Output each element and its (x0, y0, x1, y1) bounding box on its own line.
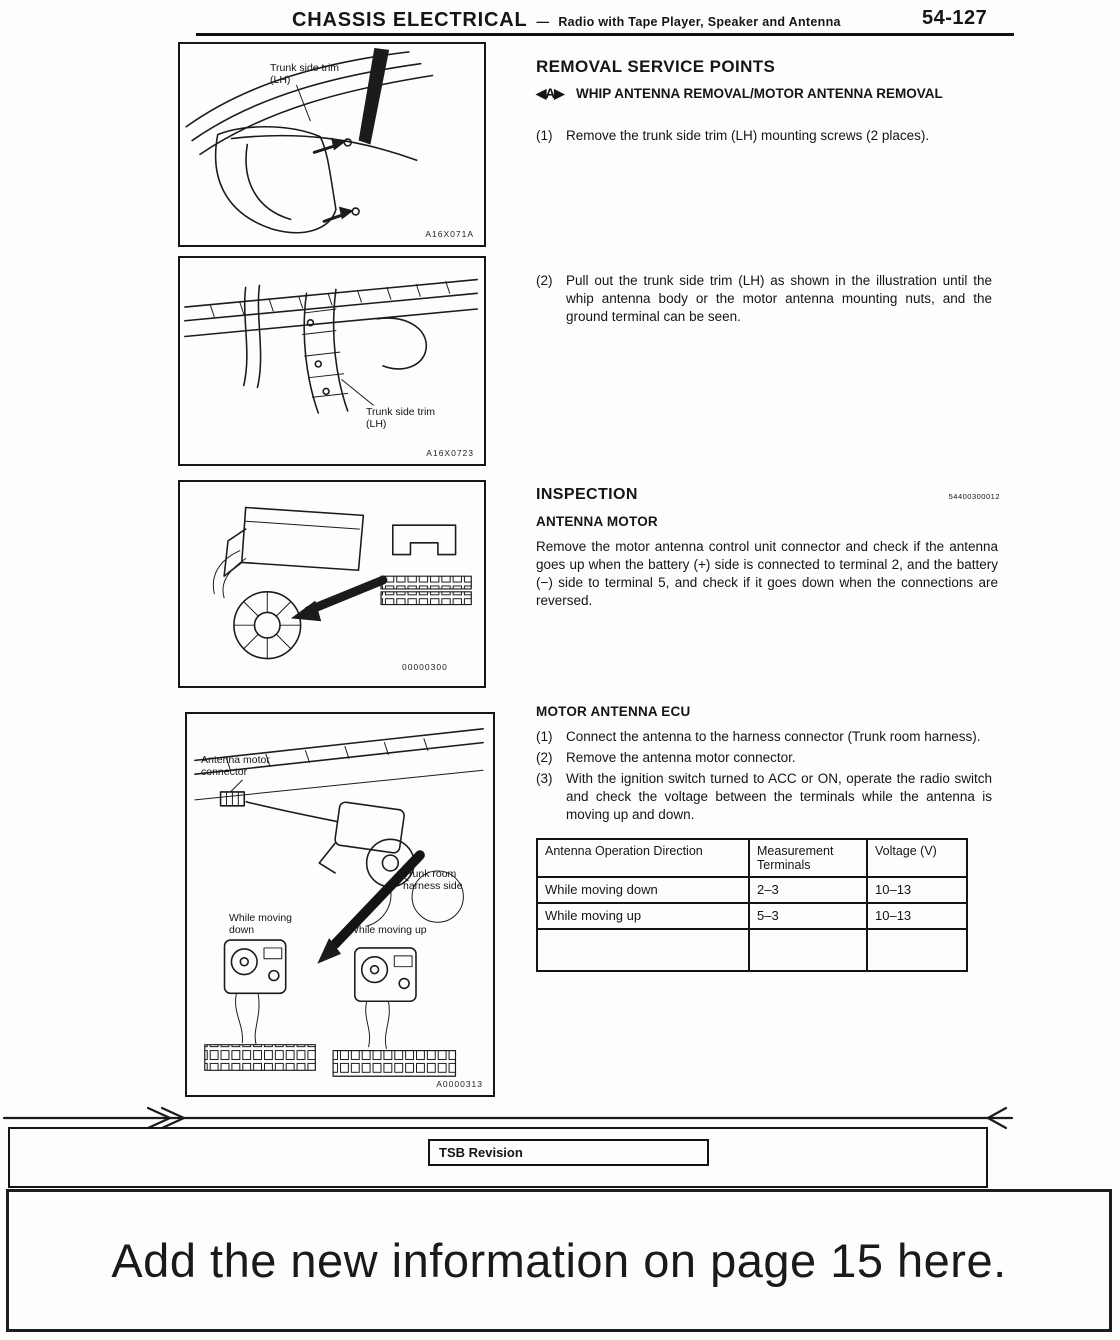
figure-trunk-trim-screws (178, 42, 486, 247)
figure-trunk-trim-pullout (178, 256, 486, 466)
antenna-motor-text: Remove the motor antenna control unit connector and check if the antenna goes up when the battery (+) side is connected to terminal 2, and the battery (−) side to terminal 5, and check if it goes down when the connections are reversed. (536, 539, 998, 608)
step-number: (3) (536, 770, 553, 786)
step-text: Connect the antenna to the harness connector (Trunk room harness). (566, 729, 981, 744)
figure-3-illustration (180, 482, 484, 686)
table-cell: 10–13 (867, 877, 967, 903)
table-row (537, 903, 967, 929)
figure-motor-antenna-ecu-check (185, 712, 495, 1097)
table-cell-empty (867, 929, 967, 971)
figure-4-code: A0000313 (436, 1079, 483, 1089)
figure-4-label-harness: Trunk room harness side (403, 868, 463, 893)
step-number: (1) (536, 128, 553, 143)
figure-1-code: A16X071A (425, 229, 474, 239)
table-cell: 2–3 (749, 877, 867, 903)
table-empty-row (537, 929, 967, 971)
figure-3-code: 00000300 (402, 662, 448, 672)
step-text: Remove the antenna motor connector. (566, 749, 796, 765)
whip-antenna-removal-heading-text: WHIP ANTENNA REMOVAL/MOTOR ANTENNA REMOVAL (576, 86, 943, 101)
table-cell: While moving down (537, 877, 749, 903)
ecu-step-3 (536, 770, 992, 824)
removal-service-points-title: REMOVAL SERVICE POINTS (536, 57, 776, 76)
annotation-box (6, 1189, 1112, 1332)
header-separator: — (536, 15, 550, 29)
step-text: With the ignition switch turned to ACC or ON, operate the radio switch and check the voltage between the terminals while the antenna is moving up and down. (566, 770, 992, 822)
step-text: Remove the trunk side trim (LH) mounting screws (2 places). (566, 128, 930, 143)
removal-step-2 (536, 272, 992, 326)
figure-2-label: Trunk side trim (LH) (366, 406, 436, 431)
marker-a-icon: ◀A▶ (536, 86, 564, 101)
table-header-voltage: Voltage (V) (867, 839, 967, 877)
ecu-steps (536, 728, 992, 827)
inspection-ref-code: 54400300012 (948, 492, 1000, 501)
step-text: Pull out the trunk side trim (LH) as shown in the illustration until the whip antenna body or the motor antenna mounting nuts, and the ground terminal can be seen. (566, 273, 992, 324)
step-number: (1) (536, 729, 553, 744)
figure-4-label-moving-down: While moving down (229, 912, 293, 937)
table-row (537, 877, 967, 903)
header-subtitle: Radio with Tape Player, Speaker and Antenna (558, 15, 841, 29)
figure-2-illustration (180, 258, 484, 464)
table-cell: While moving up (537, 903, 749, 929)
table-cell: 5–3 (749, 903, 867, 929)
ecu-step-2 (536, 749, 992, 767)
voltage-spec-table (536, 838, 968, 972)
section-title: CHASSIS ELECTRICAL (292, 9, 528, 31)
page-header (292, 9, 841, 32)
table-cell-empty (749, 929, 867, 971)
figure-antenna-motor-inspection (178, 480, 486, 688)
page-number: 54-127 (922, 7, 988, 29)
ecu-step-1 (536, 728, 992, 746)
step-number: (2) (536, 273, 553, 288)
step-number: (2) (536, 749, 553, 765)
tsb-revision-box: TSB Revision (428, 1139, 709, 1166)
table-header-direction: Antenna Operation Direction (537, 839, 749, 877)
table-cell: 10–13 (867, 903, 967, 929)
figure-2-code: A16X0723 (426, 448, 474, 458)
table-header-terminals: Measurement Terminals (749, 839, 867, 877)
removal-step-1 (536, 127, 984, 145)
motor-antenna-ecu-heading: MOTOR ANTENNA ECU (536, 704, 691, 719)
table-cell-empty (537, 929, 749, 971)
figure-4-label-moving-up: While moving up (349, 924, 427, 936)
inspection-title: INSPECTION (536, 486, 638, 503)
header-rule (196, 33, 1014, 36)
annotation-text: Add the new information on page 15 here. (111, 1234, 1007, 1287)
figure-1-label: Trunk side trim (LH) (270, 62, 340, 87)
table-header-row (537, 839, 967, 877)
figure-4-label-connector: Antenna motor connector (201, 754, 270, 779)
antenna-motor-heading: ANTENNA MOTOR (536, 514, 658, 529)
whip-antenna-removal-heading (536, 85, 980, 103)
